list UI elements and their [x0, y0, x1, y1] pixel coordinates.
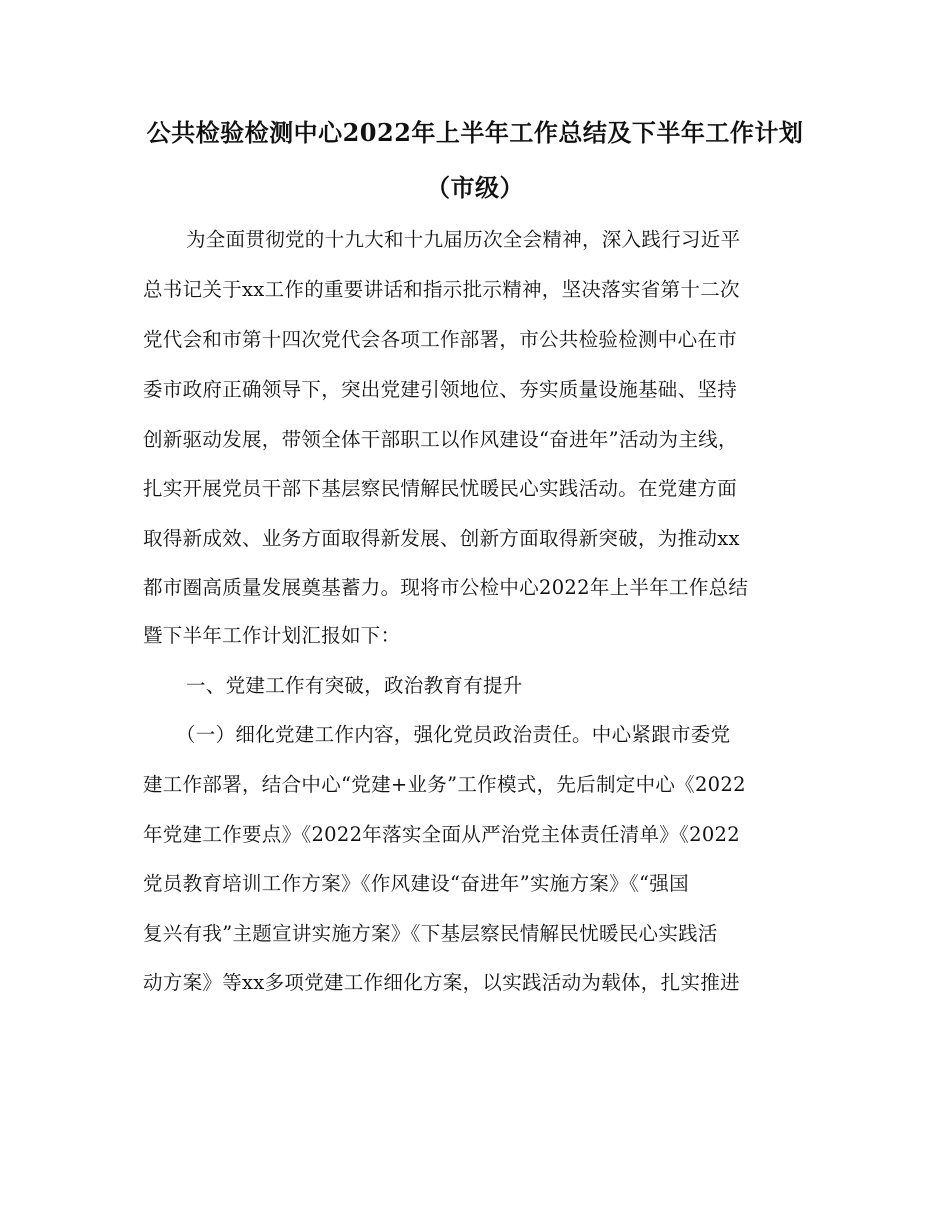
- body-line: 为全面贯彻党的十九大和十九届历次全会精神，深入践行习近平: [186, 228, 741, 251]
- body-line: 创新驱动发展，带领全体干部职工以作风建设“奋进年”活动为主线，: [143, 428, 738, 451]
- body-line: 暨下半年工作计划汇报如下：: [143, 624, 401, 647]
- body-line: 委市政府正确领导下，突出党建引领地位、夯实质量设施基础、坚持: [143, 378, 738, 401]
- section-heading: 一、党建工作有突破，政治教育有提升: [186, 674, 523, 697]
- body-line: 年党建工作要点》《2022年落实全面从严治党主体责任清单》《2022: [143, 823, 740, 846]
- body-line: 动方案》等xx多项党建工作细化方案，以实践活动为载体，扎实推进: [143, 971, 740, 994]
- body-line: 都市圈高质量发展奠基蓄力。现将市公检中心2022年上半年工作总结: [143, 576, 749, 599]
- body-line: 党代会和市第十四次党代会各项工作部署，市公共检验检测中心在市: [143, 328, 738, 351]
- body-line: 取得新成效、业务方面取得新发展、创新方面取得新突破，为推动xx: [143, 527, 740, 550]
- body-line: （一）细化党建工作内容，强化党员政治责任。中心紧跟市委党: [176, 723, 731, 746]
- body-line: 扎实开展党员干部下基层察民情解民忧暖民心实践活动。在党建方面: [143, 477, 738, 500]
- body-line: 建工作部署，结合中心“党建+业务”工作模式，先后制定中心《2022: [143, 773, 746, 796]
- body-line: 总书记关于xx工作的重要讲话和指示批示精神，坚决落实省第十二次: [143, 278, 740, 301]
- body-line: 复兴有我”主题宣讲实施方案》《下基层察民情解民忧暖民心实践活: [143, 922, 718, 945]
- document-title-subtitle: （市级）: [426, 173, 524, 202]
- document-title: 公共检验检测中心2022年上半年工作总结及下半年工作计划: [146, 118, 804, 147]
- body-line: 党员教育培训工作方案》《作风建设“奋进年”实施方案》《“强国: [143, 872, 689, 895]
